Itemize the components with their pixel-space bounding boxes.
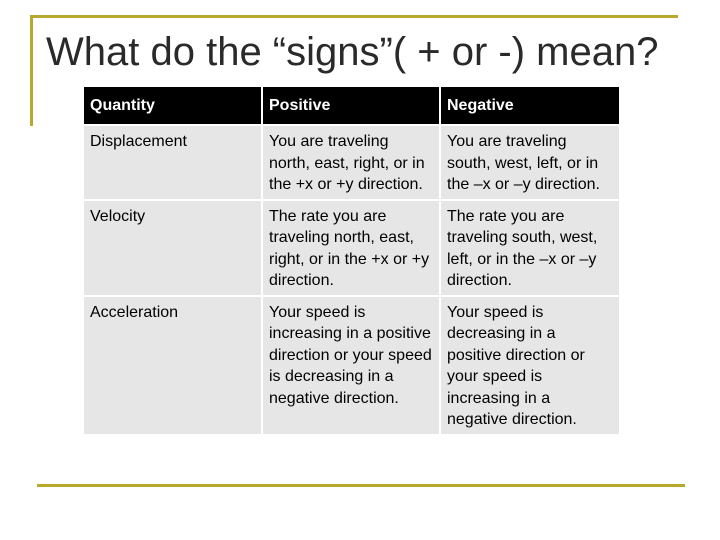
frame-bottom-rule xyxy=(37,484,685,487)
frame-left-rule xyxy=(30,16,33,126)
table-row xyxy=(84,200,619,296)
cell-negative: The rate you are traveling south, west, left, or in the –x or –y direction. xyxy=(440,200,619,296)
header-negative: Negative xyxy=(440,87,619,125)
cell-quantity: Displacement xyxy=(84,125,262,200)
cell-negative: Your speed is decreasing in a positive direction or your speed is increasing in a negative direction. xyxy=(440,296,619,434)
slide-title: What do the “signs”( + or -) mean? xyxy=(46,30,659,74)
frame-top-rule xyxy=(30,15,678,18)
cell-positive: You are traveling north, east, right, or in the +x or +y direction. xyxy=(262,125,440,200)
cell-quantity: Acceleration xyxy=(84,296,262,434)
table-row xyxy=(84,125,619,200)
cell-positive: The rate you are traveling north, east, right, or in the +x or +y direction. xyxy=(262,200,440,296)
cell-quantity: Velocity xyxy=(84,200,262,296)
header-positive: Positive xyxy=(262,87,440,125)
signs-table xyxy=(84,87,619,434)
table-header-row xyxy=(84,87,619,125)
cell-positive: Your speed is increasing in a positive direction or your speed is decreasing in a negative direction. xyxy=(262,296,440,434)
header-quantity: Quantity xyxy=(84,87,262,125)
cell-negative: You are traveling south, west, left, or in the –x or –y direction. xyxy=(440,125,619,200)
table-row xyxy=(84,296,619,434)
